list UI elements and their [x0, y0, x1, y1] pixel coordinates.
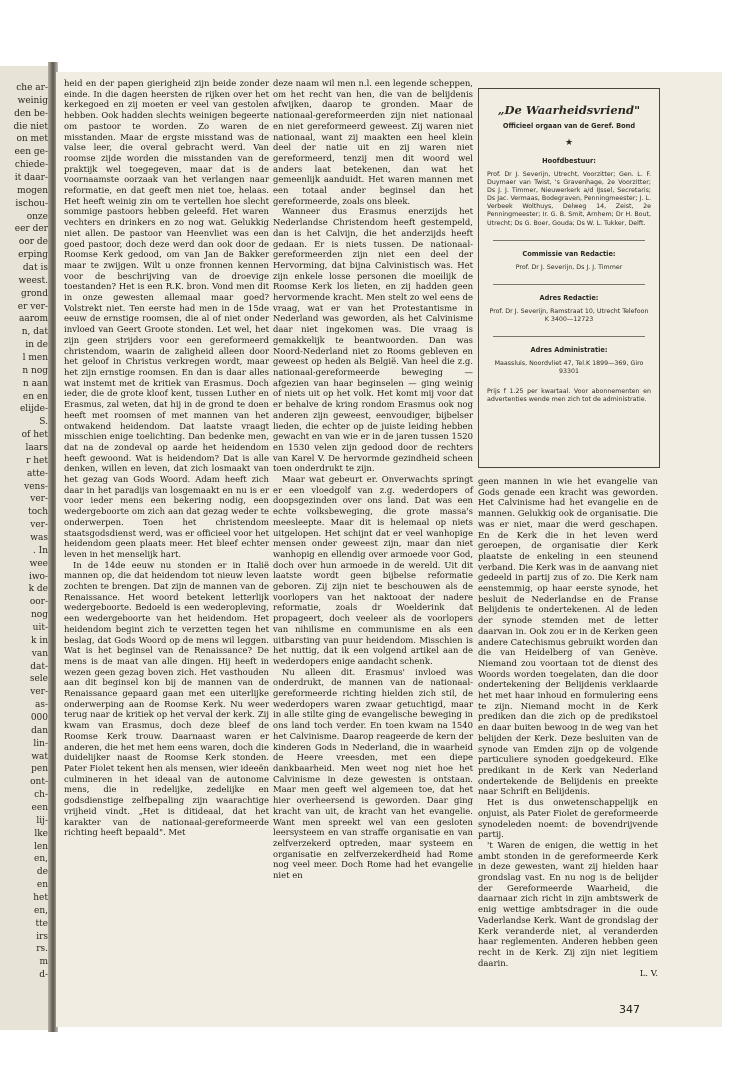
- masthead-title: „De Waarheidsvriend": [497, 103, 641, 117]
- col2-paragraph-4: Nu alleen dit. Erasmus' invloed was onderdrukt, de mannen van de nationaal-gereformeerde richting hielden zich stil, de wederdopers waren zwaar getuchtigd, maar in alle stilte ging de evangelische beweging in ons land toch verder. En toen kwam na 1540 het Calvinisme. Daarop reageerde de kern der kinderen Gods in Nederland, die in waarheid de Heere vreesden, met een diepe dankbaarheid. Men weet nog niet hoe het Calvinisme in deze gewesten is ontstaan. Maar men geeft wel algemeen toe, dat het hier overheersend is geworden. Daar ging kracht van uit, de kracht van het evangelie. Want men spreekt wel van een gesloten leersysteem en van straffe organisatie en van zelfverzekerd optreden, maar systeem en organisatie en zelfverzekerdheid had Rome nog veel meer. Doch Rome had het evangelie niet en: [273, 666, 473, 881]
- facing-page-fragment: k in: [31, 635, 48, 646]
- facing-page-fragment: het: [33, 893, 48, 903]
- facing-page-fragment: S.: [39, 417, 48, 428]
- column-1: [64, 78, 269, 838]
- facing-page-fragment: dan: [31, 725, 48, 736]
- facing-page-fragment: en,: [34, 854, 48, 865]
- author-signature: L. V.: [639, 968, 658, 979]
- facing-page-fragment: l men: [22, 353, 48, 363]
- facing-page-fragment: ont-: [30, 777, 48, 788]
- masthead-box: [478, 88, 660, 468]
- column-2: [273, 78, 473, 881]
- facing-page-fragment: en en: [22, 391, 48, 402]
- facing-page-fragment: che ar-: [16, 83, 48, 93]
- board-members: Prof. Dr J. Severijn, Utrecht, Voorzitter; Gen. L. F. Duymaer van Twist, 's Gravenhage, 2e Voorzitter; Ds J. J. Timmer, Nieuwerkerk a/d IJssel, Secretaris; Ds Jac. Vermaas, Bodegraven, Penningmeester; J. L. Verbeek Wolthuys, Delweg 14, Zeist, 2e Penningmeester; Ir. G. B. Smit, Arnhem; Dr H. Bout, Utrecht; Ds G. Boer, Gouda; Ds W. L. Tukker, Delft.: [487, 171, 651, 227]
- col2-paragraph-3: Maar wat gebeurt er. Onverwachts springt er een vloedgolf van z.g. wederdopers of doopsgezinden over ons land. Dat was een echte volksbeweging, die grote massa's meesleepte. Maar dit is helemaal op niets uitgelopen. Het schijnt dat er veel wanhopige mensen onder geweest zijn, maar dan niet wanhopig en ellendig over armoede voor God, doch over hun armoede in de wereld. Uit dit laatste wordt geen bijbelse reformatie geboren. Zij zijn niet te beschouwen als de voorlopers van het naktooat der nadere reformatie, zoals dr Woelderink dat propageert, doch veeleer als de voorlopers van nihilisme en communisme en als een uitbarsting van puur heidendom. Misschien is het nuttig, dat ik een volgend artikel aan de wederdopers enige aandacht schenk.: [273, 474, 473, 666]
- facing-page-fragment: in de: [25, 340, 48, 351]
- facing-page-fragment: die niet: [13, 121, 48, 132]
- facing-page-fragment: ischou-: [15, 198, 48, 209]
- facing-page-fragment: en,: [34, 905, 48, 916]
- facing-page-fragment: ver-: [30, 494, 48, 505]
- facing-page-fragment: en: [36, 880, 48, 891]
- facing-page-fragment: m: [39, 957, 48, 968]
- col3-paragraph-1: geen mannen in wie het evangelie van Gods genade een kracht was geworden. Het Calvinisme had het evangelie en de mannen. Gelukkig ook de organisatie. Die was er niet, maar die werd geschapen. En de Kerk die in het leven werd geroepen, de organisatie dier Kerk plaatste de enkeling in een steunend verband. Die Kerk was in de aanvang niet gedeeld in partij zus of zo. Die Kerk nam eenstemmig, op haar eerste synode, het besluit de Nederlandse en de Franse Belijdenis te ondertekenen. Al de leden der synode stemden met de letter daarvan in. Ook zou er in de Kerken geen andere Catechismus gebruikt worden dan die van Heidelberg of van Genève. Niemand zou voortaan tot de dienst des Woords worden toegelaten, dan die door ondertekening der Belijdenis verklaarde het met haar inhoud en formulering eens te zijn. Niemand mocht in de Kerk prediken dan die zich op de predikstoel en daar buiten bewoog in de weg van het belijden der Kerk. Deze besluiten van de synode van Emden zijn op de volgende particuliere synoden goedgekeurd. Elke predikant in de Kerk van Nederland ondertekende de Belijdenis en preekte naar Schrift en Belijdenis.: [478, 476, 658, 797]
- col2-paragraph-1: deze naam wil men n.l. een legende scheppen, om het recht van hen, die van de belijdenis afwijken, daarop te gronden. Maar de nationaal-gereformeerden zijn niet nationaal en niet gereformeerd geweest. Zij waren niet nationaal, want zij maakten een heel klein deel der natie uit en zij waren niet gereformeerd, tenzij men dit woord wel anders laat betekenen, dan wat het gemeenlijk aanduidt. Het waren mannen met een totaal ander beginsel dan het gereformeerde, zoals ons bleek.: [273, 78, 473, 206]
- col3-paragraph-2: Het is dus onwetenschappelijk en onjuist, als Pater Fiolet de gereformeerde synodeleden noemt: de bovendrijvende partij.: [478, 797, 658, 840]
- facing-page-fragment: toch: [28, 507, 48, 518]
- facing-page-fragment: it daar-: [14, 173, 48, 183]
- facing-page-fragment: of het: [21, 430, 48, 441]
- col1-paragraph-1: heid en der papen gierigheid zijn beide zonder einde. In die dagen heersten de rijken over het kerkegoed en zij moeten er veel van gestolen hebben. Ook hadden slechts weinigen begeerte om pastoor te worden. Zo waren de misstanden. Maar de ergste misstand was de valse leer, die overal gebracht werd. Van roomse zijde worden die misstanden van de praktijk wel toegegeven, maar dat is de voornaamste oorzaak van het verlangen naar reformatie, en dat geeft men niet toe, helaas. Het heeft weinig zin om te vertellen hoe slecht sommige pastoors hebben geleefd. Het waren vechters en drinkers en zo nog wat. Gelukkig niet allen. De pastoor van Heenvliet was een goed pastoor, doch deze werd dan ook door de Roomse Kerk gedood, om van Jan de Bakker maar te zwijgen. Wilt u onze fronnen kennen voor de beschrijving van de droevige toestanden? Het is een R.K. bron. Vond men dit in onze gewesten allemaal maar goed? Volstrekt niet. Ten eerste had men in de 15de eeuw de ernstige roomsen, die al of niet onder invloed van Geert Groote stonden. Let wel, het zijn geen strijders voor een gereformeerd christendom, waarin de zaligheid alleen door het geloof in Christus verkregen wordt, maar het zijn ernstige roomsen. En dan is daar alles wat instemt met de kritiek van Erasmus. Doch ieder, die de grote kloof kent, tussen Luther en Erasmus, zal weten, dat hij in de grond te doen heeft met roomsen of met mannen van het ontwakend heidendom. Dat laatste vraagt misschien enige toelichting. Dan bedenke men, dat na de zondeval op aarde het heidendom heeft gewoond. Wat is heidendom? Dat is alle denken, willen en leven, dat zich losmaakt van het gezag van Gods Woord. Adam heeft zich daar in het paradijs van losgemaakt en nu is er voor ieder mens een bekering nodig, een wedergeboorte om zich aan dat gezag weder te onderwerpen. Toen het christendom staatsgodsdienst werd, was er officieel voor het heidendom geen plaats meer. Het bleef echter leven in het menselijk hart.: [64, 78, 269, 559]
- facing-page-fragment: lij-: [36, 815, 48, 826]
- facing-page-fragment: dat-: [30, 661, 48, 672]
- facing-page-fragment: len: [33, 841, 48, 852]
- facing-page-fragment: onze: [26, 211, 48, 222]
- facing-page-fragment: lin-: [33, 738, 48, 749]
- facing-page-fragment: 000: [30, 713, 48, 723]
- facing-page-fragment: on met: [16, 134, 48, 145]
- col3-paragraph-3: 't Waren de enigen, die wettig in het ambt stonden in de gereformeerde Kerk in deze gewesten, want zij hielden haar grondslag vast. En nu nog is de belijder der Gereformeerde Waarheid, die daarnaar zich richt in zijn ambtswerk de enig wettige ambtsdrager in die oude Vaderlandse Kerk. Want de grondslag der Kerk veranderde niet, al veranderden haar reglementen. Anderen hebben geen recht in de Kerk. Zij zijn niet legitiem daarin.: [478, 839, 658, 968]
- page-number: 347: [619, 1003, 640, 1016]
- subscription-price: Prijs f 1.25 per kwartaal. Voor abonnementen en advertenties wende men zich tot de administratie.: [487, 388, 651, 404]
- facing-page-fragment: eer der: [14, 224, 48, 235]
- facing-page-fragment: atte-: [27, 468, 48, 479]
- facing-page-fragment: uit-: [32, 623, 48, 633]
- board-heading: Hoofdbestuur:: [542, 157, 596, 165]
- facing-page-fragment: erping: [18, 250, 48, 261]
- facing-page-fragment: weinig: [17, 95, 48, 106]
- facing-page-fragment: ver-: [30, 520, 48, 531]
- facing-page-fragment: sele: [29, 674, 48, 685]
- facing-page-strip: [0, 66, 51, 1030]
- facing-page-fragment: rs.: [36, 944, 48, 955]
- facing-page-fragment: n, dat: [21, 327, 48, 338]
- facing-page-fragment: n aan: [22, 378, 48, 389]
- col2-paragraph-2: Wanneer dus Erasmus enerzijds het Nederlandse Christendom heeft gestempeld, dan is het Calvijn, die het anderzijds heeft gedaan. Er is niets tussen. De nationaal-gereformeerden zijn niet een deel der Hervorming, dat bijna Calvinistisch was. Het zijn enkele losse personen die moeilijk de Roomse Kerk los lieten, en zij hadden geen hervormende kracht. Men stelt zo wel eens de vraag, wat er van het Protestantisme in Nederland was geworden, als het Calvinisme daar niet ingekomen was. Die vraag is gemakkelijk te beantwoorden. Dan was Noord-Nederland niet zo Rooms gebleven en geweest op heden als België. Van heel die z.g. nationaal-gereformeerde beweging — afgezien van haar beginselen — ging weinig of niets uit op het volk. Het komt mij voor dat er behalve de kring rondom Erasmus ook nog anderen zijn geweest, eenvoudiger, bijbelser lieden, die echter op de juiste leiding hebben gewacht en van wie er in de jaren tussen 1520 en 1530 velen zijn gedood door de rechters van Karel V. De hervormde gezindheid scheen toen onderdrukt te zijn.: [273, 206, 473, 474]
- facing-page-fragment: de: [36, 867, 48, 878]
- facing-page-fragment: wee: [29, 558, 48, 569]
- facing-page-fragment: van: [31, 648, 48, 659]
- star-icon: ★: [564, 138, 574, 148]
- facing-page-fragment: den be-: [14, 108, 48, 119]
- facing-page-fragment: er ver-: [17, 301, 48, 312]
- facing-page-fragment: aarom: [19, 314, 48, 325]
- col1-paragraph-2: In de 14de eeuw nu stonden er in Italië mannen op, die dat heidendom tot nieuw leven zochten te brengen. Dat zijn de mannen van de Renaissance. Het woord betekent letterlijk wedergeboorte. Bedoeld is een wederopleving, een wedergeboorte van het heidendom. Het heidendom begint zich te verzetten tegen het beslag, dat Gods Woord op de mens wil leggen. Wat is het beginsel van de Renaissance? De mens is de maat van alle dingen. Hij heeft in wezen geen gezag boven zich. Het vasthouden aan dit beginsel kon bij de mannen van de Renaissance gepaard gaan met een uiterlijke onderwerping aan de Roomse Kerk. Nu weer terug naar de kritiek op het verval der kerk. Zij kwam van Erasmus, doch deze bleef de Roomse Kerk trouw. Daarnaast waren er anderen, die het met hem eens waren, doch die duidelijker naast de Roomse Kerk stonden. Pater Fiolet tekent hen als mensen, wier ideeën culmineren in het ideaal van de autonome mens, die in redelijke, zedelijke en godsdienstige zelfbepaling zijn waarachtige vrijheid vindt. „Het is ditideaal, dat het karakter van de nationaal-gereformeerde richting heeft bepaald". Met: [64, 559, 269, 838]
- divider: [493, 240, 645, 241]
- divider: [493, 336, 645, 337]
- facing-page-fragment: . In: [32, 545, 48, 556]
- facing-page-fragment: pen: [31, 764, 48, 775]
- editorial-address: Prof. Dr J. Severijn, Ramstraat 10, Utrecht Telefoon K 3400—12723: [489, 307, 649, 323]
- facing-page-fragment: k de: [28, 584, 48, 595]
- facing-page-fragment: as-: [34, 700, 48, 711]
- facing-page-fragment: een ge-: [14, 147, 48, 158]
- facing-page-fragment: dat is: [22, 263, 48, 273]
- administration-address: Maassluis, Noordvliet 47, Tel.K 1899—369, Giro 93301: [494, 359, 644, 376]
- editorial-heading: Commissie van Redactie:: [522, 249, 616, 258]
- editorial-members: Prof. Dr J. Severijn, Ds J. J. Timmer: [515, 263, 623, 271]
- facing-page-fragment: elijde-: [19, 404, 48, 415]
- facing-page-fragment: iwo-: [28, 571, 48, 582]
- facing-page-fragment: mogen: [17, 185, 48, 196]
- editorial-address-heading: Adres Redactie:: [539, 293, 599, 302]
- column-3: [478, 476, 658, 979]
- facing-page-fragment: r het: [26, 455, 48, 466]
- administration-heading: Adres Administratie:: [530, 345, 608, 354]
- divider: [493, 284, 645, 285]
- facing-page-fragment: weest.: [18, 275, 48, 286]
- facing-page-fragment: een: [31, 803, 48, 813]
- facing-page-fragment: n nog: [22, 365, 48, 376]
- facing-page-fragment: laars: [25, 443, 48, 453]
- facing-page-fragment: tte: [35, 918, 48, 929]
- facing-page-fragment: grond: [20, 288, 48, 299]
- facing-page-fragment: irs: [36, 931, 48, 942]
- facing-page-fragment: oor de: [18, 237, 48, 248]
- masthead-subtitle: Officieel orgaan van de Geref. Bond: [502, 122, 636, 130]
- facing-page-fragment: nog: [31, 610, 48, 621]
- facing-page-fragment: chiede-: [14, 160, 48, 171]
- facing-page-fragment: wat: [31, 751, 48, 762]
- facing-page-fragment: ch-: [34, 790, 48, 801]
- facing-page-fragment: vens-: [24, 481, 48, 492]
- facing-page-fragment: lke: [34, 828, 48, 839]
- facing-page-fragment: was: [30, 533, 48, 543]
- facing-page-fragment: ver-: [30, 687, 48, 698]
- facing-page-fragment: oor-: [29, 597, 48, 608]
- facing-page-fragment: d-: [39, 970, 48, 981]
